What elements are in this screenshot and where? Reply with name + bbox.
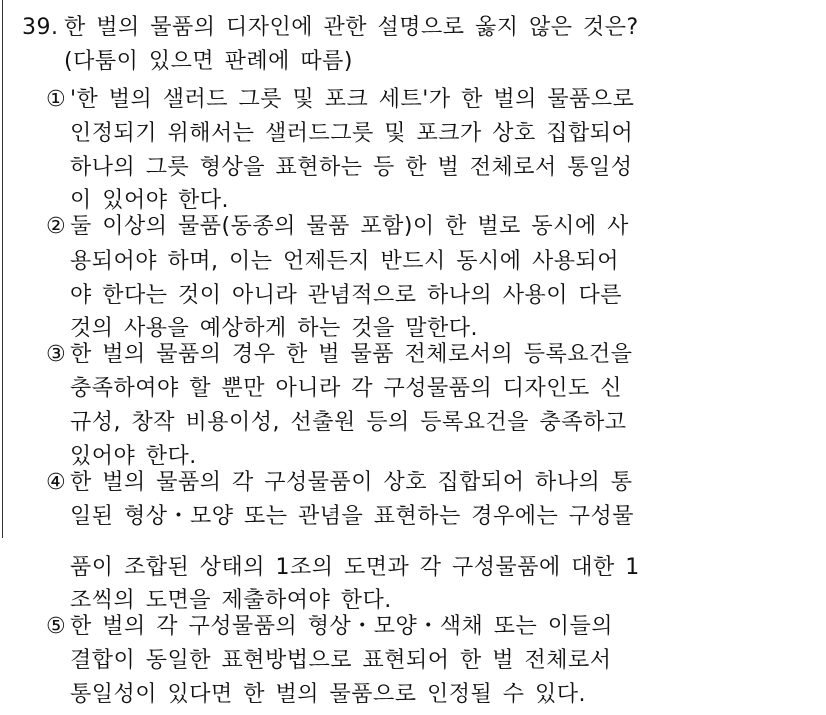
question-stem-line-1: 한 벌의 물품의 디자인에 관한 설명으로 옳지 않은 것은?	[64, 15, 639, 40]
option-3-line-1: 한 벌의 물품의 경우 한 벌 물품 전체로서의 등록요건을	[70, 342, 633, 367]
option-3-line-2: 충족하여야 할 뿐만 아니라 각 구성물품의 디자인도 신	[70, 376, 622, 401]
option-3-line-3: 규성, 창작 비용이성, 선출원 등의 등록요건을 충족하고	[70, 410, 627, 435]
option-marker-1[interactable]: ①	[46, 87, 66, 112]
option-4-line-4: 조씩의 도면을 제출하여야 한다.	[70, 588, 392, 613]
option-2-line-4: 것의 사용을 예상하게 하는 것을 말한다.	[70, 316, 478, 341]
option-2-line-3: 야 한다는 것이 아니라 관념적으로 하나의 사용이 다른	[70, 283, 622, 308]
option-1-line-2: 인정되기 위해서는 샐러드그릇 및 포크가 상호 집합되어	[70, 121, 634, 146]
question-number: 39.	[22, 15, 59, 40]
option-5-line-3: 통일성이 있다면 한 벌의 물품으로 인정될 수 있다.	[70, 682, 586, 707]
option-1-line-3: 하나의 그릇 형상을 표현하는 등 한 벌 전체로서 통일성	[70, 155, 633, 180]
option-2-line-2: 용되어야 하며, 이는 언제든지 반드시 동시에 사용되어	[70, 249, 619, 274]
option-4-line-3: 품이 조합된 상태의 1조의 도면과 각 구성물품에 대한 1	[70, 555, 640, 580]
option-marker-3[interactable]: ③	[46, 342, 66, 367]
option-1-line-4: 이 있어야 한다.	[70, 188, 229, 213]
left-margin-rule	[2, 0, 3, 538]
option-2-line-1: 둘 이상의 물품(동종의 물품 포함)이 한 벌로 동시에 사	[70, 214, 629, 239]
option-1-line-1: '한 벌의 샐러드 그릇 및 포크 세트'가 한 벌의 물품으로	[70, 87, 635, 112]
option-marker-4[interactable]: ④	[46, 470, 66, 495]
question-stem-line-2: (다툼이 있으면 판례에 따름)	[64, 49, 353, 74]
option-4-line-2: 일된 형상・모양 또는 관념을 표현하는 경우에는 구성물	[70, 504, 635, 529]
option-5-line-2: 결합이 동일한 표현방법으로 표현되어 한 벌 전체로서	[70, 648, 612, 673]
option-marker-2[interactable]: ②	[46, 214, 66, 239]
option-5-line-1: 한 벌의 각 구성물품의 형상・모양・색채 또는 이들의	[70, 614, 614, 639]
option-marker-5[interactable]: ⑤	[46, 614, 66, 639]
option-4-line-1: 한 벌의 물품의 각 구성물품이 상호 집합되어 하나의 통	[70, 470, 633, 495]
option-3-line-4: 있어야 한다.	[70, 444, 197, 469]
